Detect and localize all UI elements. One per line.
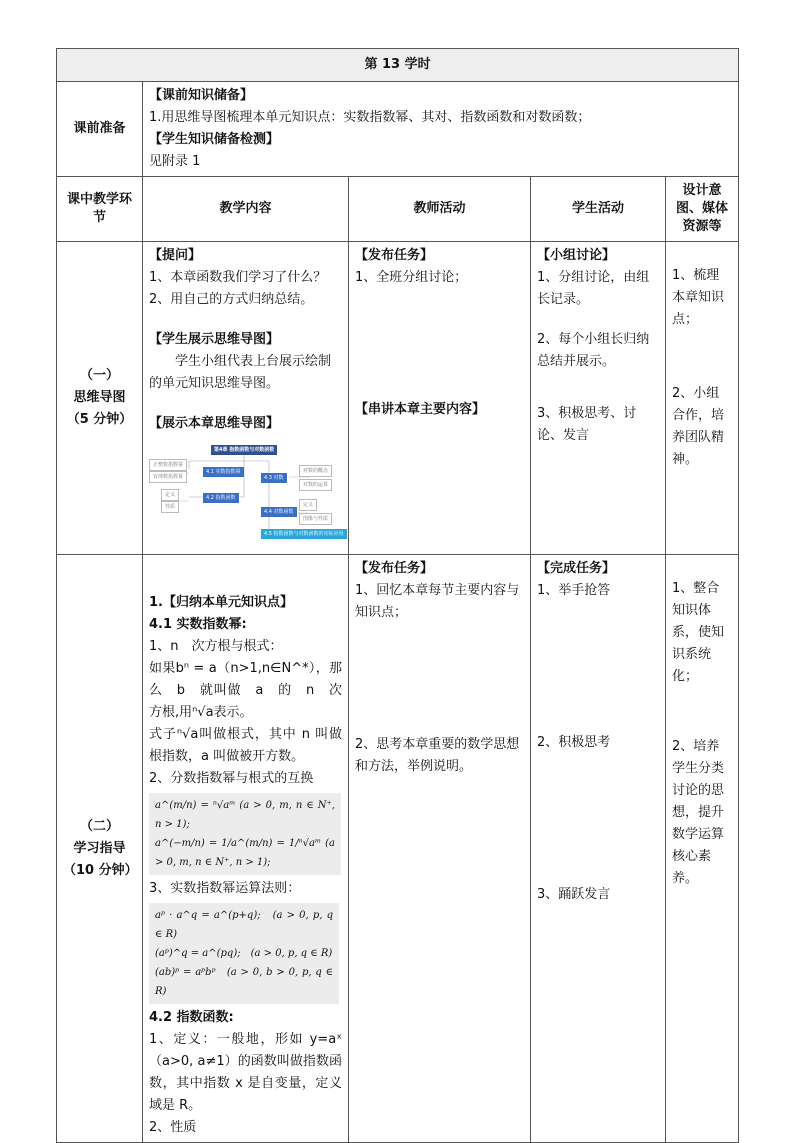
prep-heading-1: 【课前知识储备】 <box>149 88 254 103</box>
header-design: 设计意图、媒体资源等 <box>666 177 739 242</box>
section1-row <box>57 242 739 555</box>
show-heading: 【学生展示思维导图】 <box>149 332 280 347</box>
fraction-exponent-formulas <box>149 793 341 875</box>
section2-label-name: 学习指导 <box>73 840 126 856</box>
design2-item-2: 2、培养学生分类讨论的思想，提升数学运算核心素养。 <box>672 739 725 886</box>
nth-root-title: 1、n 次方根与根式： <box>149 639 283 654</box>
question-2: 2、用自己的方式归纳总结。 <box>149 292 314 307</box>
section2-content <box>143 555 349 1143</box>
section-4-1-heading: 4.1 实数指数幂: <box>149 617 247 632</box>
exponential-function-definition: 1、定义：一般地，形如 y=aˣ（a>0, a≠1）的函数叫做指数函数，其中指数 x 是自变量，定义域是 R。 <box>149 1032 342 1113</box>
section1-label <box>57 242 143 555</box>
prep-row <box>57 82 739 177</box>
prep-line-2: 见附录 1 <box>149 154 201 169</box>
header-content: 教学内容 <box>143 177 349 242</box>
teacher1-task-1: 1、全班分组讨论； <box>355 270 468 285</box>
ask-heading: 【提问】 <box>149 248 202 263</box>
mindmap-sub-3: 定义 <box>161 489 179 501</box>
mindmap-sub-4: 性质 <box>161 501 179 513</box>
nth-root-definition: 如果bⁿ = a（n>1,n∈N^*），那么 b 就叫做 a 的 n 次方根,用ⁿ√a表示。 <box>149 661 342 720</box>
mindmap-node-2: 4.2 指数函数 <box>203 493 239 503</box>
design1-item-2: 2、小组合作，培养团队精神。 <box>672 386 725 467</box>
section1-teacher <box>349 242 531 555</box>
section1-label-time: （5 分钟） <box>66 412 133 427</box>
header-row <box>57 177 739 242</box>
section2-label-time: （10 分钟） <box>63 862 138 878</box>
section-4-2-heading: 4.2 指数函数: <box>149 1010 234 1025</box>
mindmap-node-1: 4.1 实数指数幂 <box>203 467 244 477</box>
student2-task-1: 1、举手抢答 <box>537 583 611 598</box>
exponential-function-properties: 2、性质 <box>149 1120 197 1135</box>
title-row <box>57 49 739 82</box>
prep-heading-2: 【学生知识储备检测】 <box>149 132 280 147</box>
mindmap-node-3: 4.3 对数 <box>261 473 287 483</box>
teacher2-task-2: 2、思考本章重要的数学思想和方法，举例说明。 <box>355 737 520 774</box>
student1-task-2: 2、每个小组长归纳总结并展示。 <box>537 332 650 369</box>
mindmap-node-5: 4.5 指数函数与对数函数的实际应用 <box>261 529 347 539</box>
question-1: 1、本章函数我们学习了什么？ <box>149 270 327 285</box>
section1-student <box>531 242 666 555</box>
exponent-rule-2: (aᵖ)^q = a^(pq); (a > 0, p, q ∈ R) <box>155 948 333 959</box>
section2-student <box>531 555 666 1143</box>
section1-content <box>143 242 349 555</box>
prep-content <box>143 82 739 177</box>
mindmap-sub-5: 对数的概念 <box>299 465 332 477</box>
student1-heading: 【小组讨论】 <box>537 248 616 263</box>
fraction-exponent-title: 2、分数指数幂与根式的互换 <box>149 771 314 786</box>
section1-label-name: 思维导图 <box>73 390 126 405</box>
lesson-title: 第 13 学时 <box>57 49 739 82</box>
header-teacher: 教师活动 <box>349 177 531 242</box>
mindmap-sub-2: 有理数指数幂 <box>149 471 187 483</box>
lesson-plan-table <box>56 48 739 1143</box>
section2-design <box>666 555 739 1143</box>
mindmap-sub-6: 对数的运算 <box>299 479 332 491</box>
section1-label-num: （一） <box>79 368 119 383</box>
section1-design <box>666 242 739 555</box>
design2-item-1: 1、整合知识体系，使知识系统化； <box>672 581 725 684</box>
fraction-formula-2: a^(−m/n) = 1/a^(m/n) = 1/ⁿ√aᵐ (a > 0, m, n ∈ N⁺, n > 1); <box>155 838 335 868</box>
prep-label: 课前准备 <box>57 82 143 177</box>
student1-task-3: 3、积极思考、讨论、发言 <box>537 406 637 443</box>
section2-label <box>57 555 143 1143</box>
teacher2-heading: 【发布任务】 <box>355 561 434 576</box>
student1-task-1: 1、分组讨论，由组长记录。 <box>537 270 650 307</box>
teacher1-heading-2: 【串讲本章主要内容】 <box>355 402 486 417</box>
mindmap-node-4: 4.4 对数函数 <box>261 507 297 517</box>
fraction-formula-1: a^(m/n) = ⁿ√aᵐ (a > 0, m, n ∈ N⁺, n > 1); <box>155 800 335 830</box>
mindmap-sub-1: 正整数指数幂 <box>149 459 187 471</box>
chapter-map-heading: 【展示本章思维导图】 <box>149 416 280 431</box>
mindmap-sub-7: 定义 <box>299 499 317 511</box>
mindmap-root: 第4章 指数函数与对数函数 <box>211 445 277 455</box>
radical-definition: 式子ⁿ√a叫做根式，其中 n 叫做根指数，a 叫做被开方数。 <box>149 727 342 764</box>
exponent-rules-title: 3、实数指数幂运算法则： <box>149 881 301 896</box>
prep-line-1: 1.用思维导图梳理本单元知识点：实数指数幂、其对、指数函数和对数函数； <box>149 110 591 125</box>
header-stage: 课中教学环节 <box>57 177 143 242</box>
student2-task-3: 3、踊跃发言 <box>537 887 611 902</box>
teacher1-heading-1: 【发布任务】 <box>355 248 434 263</box>
mindmap-sub-8: 图像与性质 <box>299 513 332 525</box>
section2-label-num: （二） <box>79 818 119 834</box>
show-text: 学生小组代表上台展示绘制的单元知识思维导图。 <box>149 354 332 391</box>
chapter-mindmap <box>149 439 344 551</box>
section2-row <box>57 555 739 1143</box>
exponent-rules-formulas <box>149 903 339 1004</box>
design1-item-1: 1、梳理本章知识点； <box>672 268 725 327</box>
summary-heading: 1.【归纳本单元知识点】 <box>149 595 293 610</box>
header-student: 学生活动 <box>531 177 666 242</box>
exponent-rule-1: aᵖ · a^q = a^(p+q); (a > 0, p, q ∈ R) <box>155 910 333 940</box>
section2-teacher <box>349 555 531 1143</box>
student2-task-2: 2、积极思考 <box>537 735 611 750</box>
student2-heading: 【完成任务】 <box>537 561 616 576</box>
exponent-rule-3: (ab)ᵖ = aᵖbᵖ (a > 0, b > 0, p, q ∈ R) <box>155 967 333 997</box>
teacher2-task-1: 1、回忆本章每节主要内容与知识点； <box>355 583 520 620</box>
